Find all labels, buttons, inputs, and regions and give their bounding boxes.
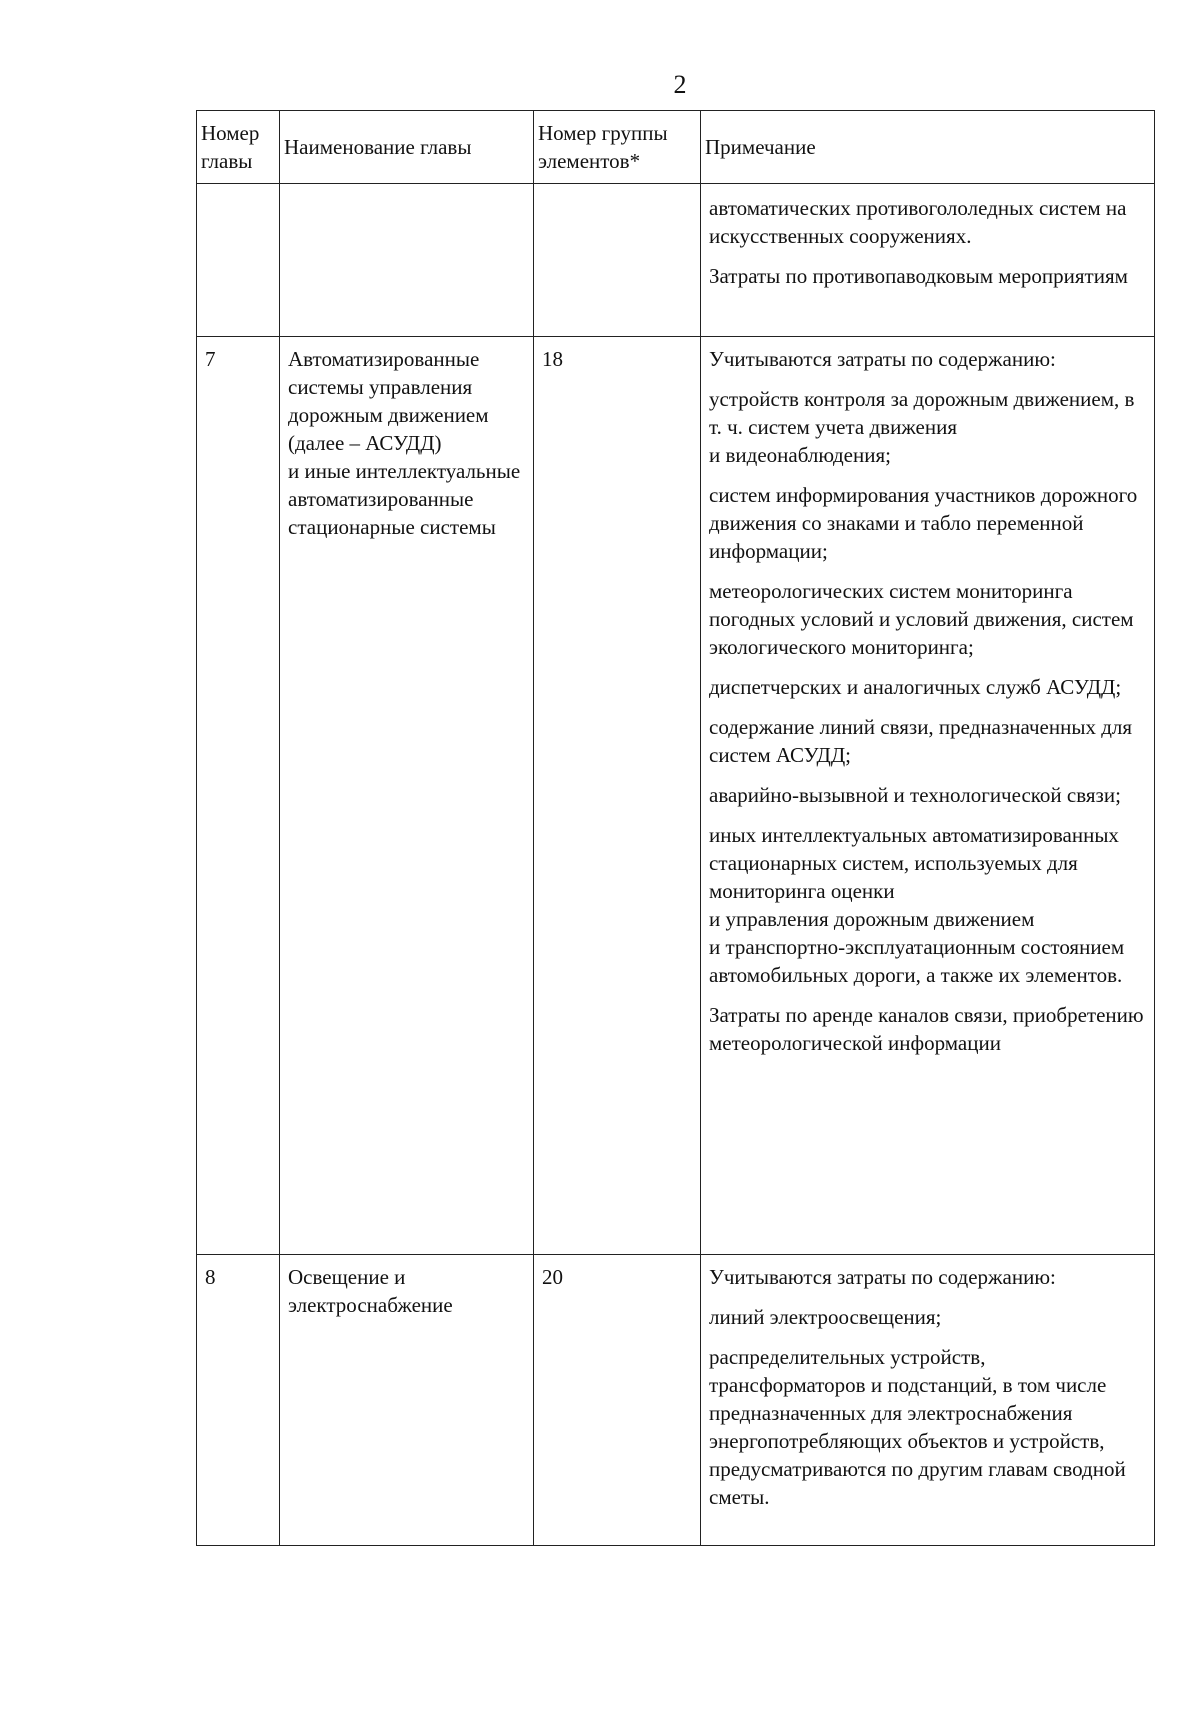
- header-chapter-number: Номер главы: [197, 111, 280, 184]
- note-paragraph: аварийно-вызывной и технологической связи;: [709, 783, 1121, 807]
- note-paragraph: Затраты по противопаводковым мероприятиям: [709, 264, 1128, 288]
- note-paragraph: распределительных устройств, трансформаторов и подстанций, в том числе предназначенных для электроснабжения энергопотребляющих объектов и устройств, предусматриваются по другим главам сводной сметы.: [709, 1345, 1126, 1509]
- table-row-chapter-8: [197, 1255, 1155, 1546]
- cell-name: Автоматизированные системы управления дорожным движением (далее – АСУДД) и иные интеллектуальные автоматизированные стационарные системы: [280, 337, 534, 1255]
- note-paragraph: Затраты по аренде каналов связи, приобретению метеорологической информации: [709, 1003, 1144, 1055]
- header-group-number: Номер группы элементов*: [534, 111, 701, 184]
- page-number: 2: [673, 70, 687, 99]
- note-paragraph: Учитываются затраты по содержанию:: [709, 347, 1056, 371]
- cell-notes: [701, 184, 1155, 337]
- note-paragraph: метеорологических систем мониторинга погодных условий и условий движения, систем экологического мониторинга;: [709, 579, 1134, 659]
- cell-name: Освещение и электроснабжение: [280, 1255, 534, 1546]
- cell-number: 7: [197, 337, 280, 1255]
- note-paragraph: автоматических противогололедных систем на искусственных сооружениях.: [709, 196, 1127, 248]
- note-paragraph: Учитываются затраты по содержанию:: [709, 1265, 1056, 1289]
- note-paragraph: диспетчерских и аналогичных служб АСУДД;: [709, 675, 1122, 699]
- note-paragraph: устройств контроля за дорожным движением, в т. ч. систем учета движения и видеонаблюдения;: [709, 387, 1135, 467]
- cell-notes: [701, 1255, 1155, 1546]
- header-notes: Примечание: [701, 111, 1155, 184]
- cell-group: [534, 184, 701, 337]
- cell-name: [280, 184, 534, 337]
- cell-group: 20: [534, 1255, 701, 1546]
- cell-notes: [701, 337, 1155, 1255]
- table-row-chapter-7: [197, 337, 1155, 1255]
- cell-group: 18: [534, 337, 701, 1255]
- note-paragraph: систем информирования участников дорожного движения со знаками и табло переменной информации;: [709, 483, 1138, 563]
- cell-number: 8: [197, 1255, 280, 1546]
- table-row-continuation: [197, 184, 1155, 337]
- note-paragraph: линий электроосвещения;: [709, 1305, 942, 1329]
- table-header-row: [197, 111, 1155, 184]
- cell-number: [197, 184, 280, 337]
- chapters-table: [196, 110, 1155, 1546]
- note-paragraph: иных интеллектуальных автоматизированных стационарных систем, используемых для мониторинга оценки и управления дорожным движением и транспортно-эксплуатационным состоянием автомобильных дороги, а также их элементов.: [709, 823, 1125, 987]
- header-chapter-name: Наименование главы: [280, 111, 534, 184]
- note-paragraph: содержание линий связи, предназначенных для систем АСУДД;: [709, 715, 1133, 767]
